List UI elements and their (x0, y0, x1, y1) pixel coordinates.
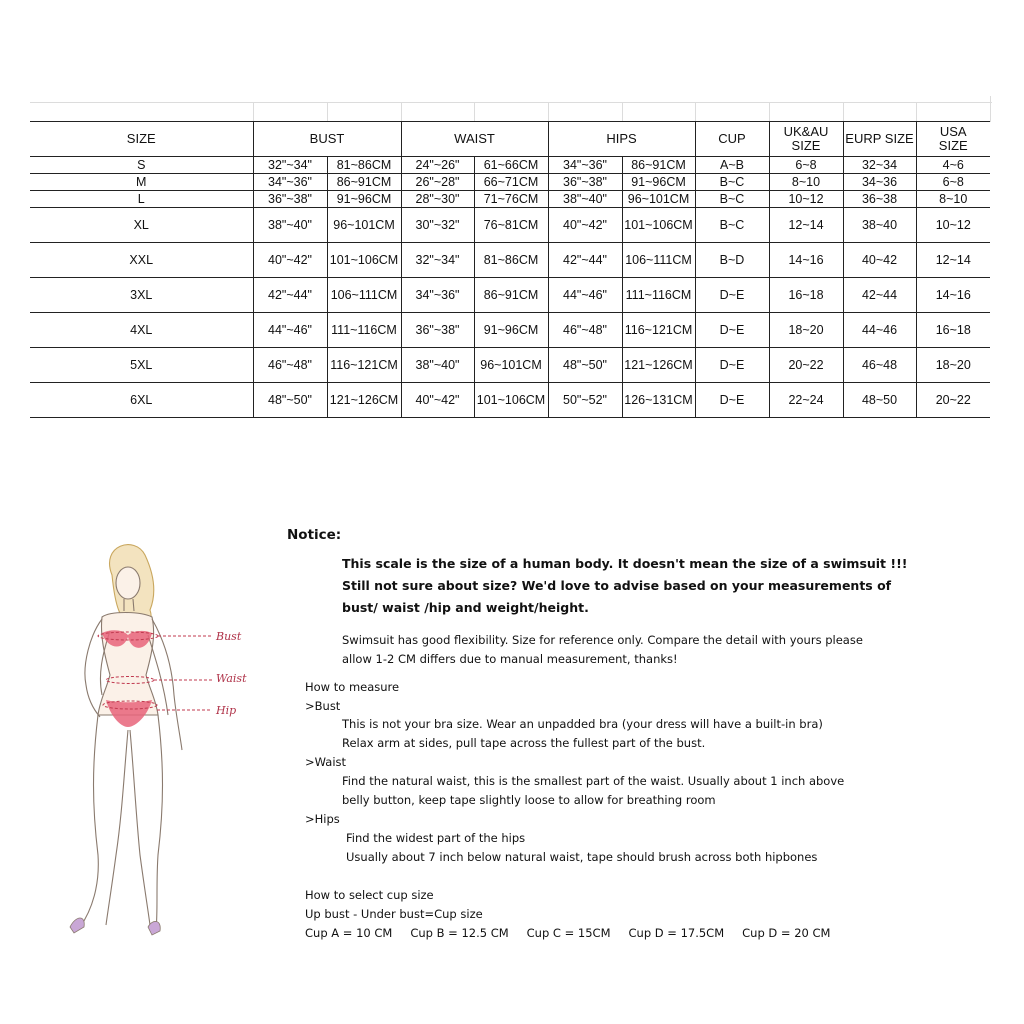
cell-eurp: 34~36 (843, 174, 916, 191)
table-header-row (30, 122, 990, 157)
cell-cup: B~C (695, 208, 769, 243)
cell-bust-in: 38"~40" (253, 208, 327, 243)
cup-size-list (305, 926, 848, 940)
header-waist: WAIST (401, 122, 548, 157)
cell-cup: B~D (695, 243, 769, 278)
how-to-measure-heading: How to measure (305, 680, 400, 694)
cell-waist-in: 26"~28" (401, 174, 474, 191)
cell-bust-in: 42"~44" (253, 278, 327, 313)
cell-eurp: 48~50 (843, 383, 916, 418)
table-row (30, 383, 990, 418)
cell-bust-cm: 106~111CM (327, 278, 401, 313)
cell-size: 3XL (30, 278, 253, 313)
waist-label: Waist (216, 672, 247, 685)
cell-usa: 4~6 (916, 157, 990, 174)
bust-line-2: Relax arm at sides, pull tape across the fullest part of the bust. (342, 736, 706, 750)
cell-size: XXL (30, 243, 253, 278)
cell-hips-cm: 91~96CM (622, 174, 695, 191)
cell-size: XL (30, 208, 253, 243)
table-row (30, 348, 990, 383)
waist-line-1: Find the natural waist, this is the smallest part of the waist. Usually about 1 inch above (342, 774, 845, 788)
cell-size: 4XL (30, 313, 253, 348)
cell-hips-cm: 121~126CM (622, 348, 695, 383)
hips-heading: >Hips (305, 812, 340, 826)
cell-waist-in: 34"~36" (401, 278, 474, 313)
header-hips: HIPS (548, 122, 695, 157)
cup-b: Cup B = 12.5 CM (410, 926, 509, 940)
header-usa-line1: USA (939, 124, 967, 139)
cell-bust-cm: 81~86CM (327, 157, 401, 174)
cell-usa: 10~12 (916, 208, 990, 243)
size-chart-table (30, 121, 990, 418)
cell-hips-cm: 96~101CM (622, 191, 695, 208)
cell-waist-cm: 76~81CM (474, 208, 548, 243)
bust-label: Bust (216, 630, 242, 643)
bust-line-1: This is not your bra size. Wear an unpadded bra (your dress will have a built-in bra) (342, 717, 823, 731)
cell-cup: D~E (695, 313, 769, 348)
cell-bust-cm: 86~91CM (327, 174, 401, 191)
cell-size: M (30, 174, 253, 191)
cell-hips-cm: 126~131CM (622, 383, 695, 418)
cell-waist-cm: 61~66CM (474, 157, 548, 174)
cell-waist-cm: 101~106CM (474, 383, 548, 418)
table-row (30, 157, 990, 174)
cell-hips-cm: 116~121CM (622, 313, 695, 348)
cup-d-large: Cup D = 20 CM (742, 926, 831, 940)
cup-a: Cup A = 10 CM (305, 926, 393, 940)
cell-ukau: 6~8 (769, 157, 843, 174)
cell-hips-cm: 106~111CM (622, 243, 695, 278)
cell-hips-cm: 111~116CM (622, 278, 695, 313)
cell-bust-cm: 111~116CM (327, 313, 401, 348)
cup-formula: Up bust - Under bust=Cup size (305, 907, 483, 921)
cell-bust-in: 40"~42" (253, 243, 327, 278)
cell-size: L (30, 191, 253, 208)
cell-bust-in: 44"~46" (253, 313, 327, 348)
cell-eurp: 42~44 (843, 278, 916, 313)
cell-usa: 16~18 (916, 313, 990, 348)
notice-title: Notice: (287, 527, 342, 543)
header-ukau (769, 122, 843, 157)
table-row (30, 243, 990, 278)
cell-waist-in: 24"~26" (401, 157, 474, 174)
cell-usa: 8~10 (916, 191, 990, 208)
header-size: SIZE (30, 122, 253, 157)
cell-waist-in: 30"~32" (401, 208, 474, 243)
cell-waist-cm: 86~91CM (474, 278, 548, 313)
cup-c: Cup C = 15CM (526, 926, 611, 940)
cell-ukau: 14~16 (769, 243, 843, 278)
cell-waist-cm: 91~96CM (474, 313, 548, 348)
hip-label: Hip (216, 704, 237, 717)
table-row (30, 278, 990, 313)
cell-cup: B~C (695, 191, 769, 208)
header-ukau-line1: UK&AU (783, 124, 829, 139)
waist-line-2: belly button, keep tape slightly loose to allow for breathing room (342, 793, 716, 807)
cell-bust-cm: 91~96CM (327, 191, 401, 208)
cell-cup: D~E (695, 348, 769, 383)
cell-ukau: 8~10 (769, 174, 843, 191)
hips-line-1: Find the widest part of the hips (346, 831, 526, 845)
cell-bust-cm: 116~121CM (327, 348, 401, 383)
cell-bust-cm: 96~101CM (327, 208, 401, 243)
cell-waist-in: 32"~34" (401, 243, 474, 278)
cell-waist-cm: 81~86CM (474, 243, 548, 278)
flex-line-2: allow 1-2 CM differs due to manual measurement, thanks! (342, 652, 678, 666)
cell-ukau: 16~18 (769, 278, 843, 313)
cell-waist-in: 36"~38" (401, 313, 474, 348)
cell-cup: A~B (695, 157, 769, 174)
cup-d: Cup D = 17.5CM (628, 926, 725, 940)
cell-hips-in: 40"~42" (548, 208, 622, 243)
cell-size: S (30, 157, 253, 174)
cell-eurp: 44~46 (843, 313, 916, 348)
cell-waist-cm: 66~71CM (474, 174, 548, 191)
cell-bust-cm: 101~106CM (327, 243, 401, 278)
shoe-left (70, 918, 84, 933)
cell-waist-in: 40"~42" (401, 383, 474, 418)
table-row (30, 208, 990, 243)
faint-gridlines (30, 96, 992, 122)
notice-bold-line-3: bust/ waist /hip and weight/height. (342, 600, 589, 615)
cell-cup: D~E (695, 278, 769, 313)
cell-hips-in: 38"~40" (548, 191, 622, 208)
cell-bust-in: 46"~48" (253, 348, 327, 383)
bust-heading: >Bust (305, 699, 341, 713)
header-eurp: EURP SIZE (843, 122, 916, 157)
cell-hips-in: 36"~38" (548, 174, 622, 191)
cup-size-heading: How to select cup size (305, 888, 434, 902)
cell-ukau: 20~22 (769, 348, 843, 383)
cell-waist-cm: 96~101CM (474, 348, 548, 383)
notice-bold-line-2: Still not sure about size? We'd love to advise based on your measurements of (342, 578, 892, 593)
notice-bold-line-1: This scale is the size of a human body. It doesn't mean the size of a swimsuit !!! (342, 556, 908, 571)
cell-hips-in: 50"~52" (548, 383, 622, 418)
cell-hips-in: 44"~46" (548, 278, 622, 313)
cell-usa: 18~20 (916, 348, 990, 383)
header-usa-line2: SIZE (938, 138, 968, 153)
cell-bust-in: 32"~34" (253, 157, 327, 174)
cell-usa: 6~8 (916, 174, 990, 191)
cell-usa: 20~22 (916, 383, 990, 418)
table-row (30, 174, 990, 191)
cell-bust-in: 34"~36" (253, 174, 327, 191)
cell-hips-in: 48"~50" (548, 348, 622, 383)
cell-hips-in: 42"~44" (548, 243, 622, 278)
body-figure-illustration (40, 535, 280, 945)
cell-hips-in: 34"~36" (548, 157, 622, 174)
cell-eurp: 40~42 (843, 243, 916, 278)
cell-ukau: 18~20 (769, 313, 843, 348)
cell-waist-in: 38"~40" (401, 348, 474, 383)
cell-hips-cm: 86~91CM (622, 157, 695, 174)
bikini-bottom (106, 700, 152, 727)
cell-size: 6XL (30, 383, 253, 418)
hips-line-2: Usually about 7 inch below natural waist, tape should brush across both hipbones (346, 850, 818, 864)
cell-bust-in: 48"~50" (253, 383, 327, 418)
cell-hips-cm: 101~106CM (622, 208, 695, 243)
header-bust: BUST (253, 122, 401, 157)
cell-ukau: 12~14 (769, 208, 843, 243)
cell-usa: 12~14 (916, 243, 990, 278)
cell-eurp: 36~38 (843, 191, 916, 208)
header-cup: CUP (695, 122, 769, 157)
cell-eurp: 32~34 (843, 157, 916, 174)
cell-waist-cm: 71~76CM (474, 191, 548, 208)
cell-hips-in: 46"~48" (548, 313, 622, 348)
cell-ukau: 10~12 (769, 191, 843, 208)
cell-waist-in: 28"~30" (401, 191, 474, 208)
waist-heading: >Waist (305, 755, 347, 769)
cell-eurp: 38~40 (843, 208, 916, 243)
cell-ukau: 22~24 (769, 383, 843, 418)
cell-bust-cm: 121~126CM (327, 383, 401, 418)
cell-eurp: 46~48 (843, 348, 916, 383)
table-row (30, 191, 990, 208)
cell-usa: 14~16 (916, 278, 990, 313)
table-row (30, 313, 990, 348)
cell-cup: B~C (695, 174, 769, 191)
cell-size: 5XL (30, 348, 253, 383)
flex-line-1: Swimsuit has good flexibility. Size for reference only. Compare the detail with yours please (342, 633, 863, 647)
cell-cup: D~E (695, 383, 769, 418)
header-usa (916, 122, 990, 157)
header-ukau-line2: SIZE (791, 138, 821, 153)
cell-bust-in: 36"~38" (253, 191, 327, 208)
